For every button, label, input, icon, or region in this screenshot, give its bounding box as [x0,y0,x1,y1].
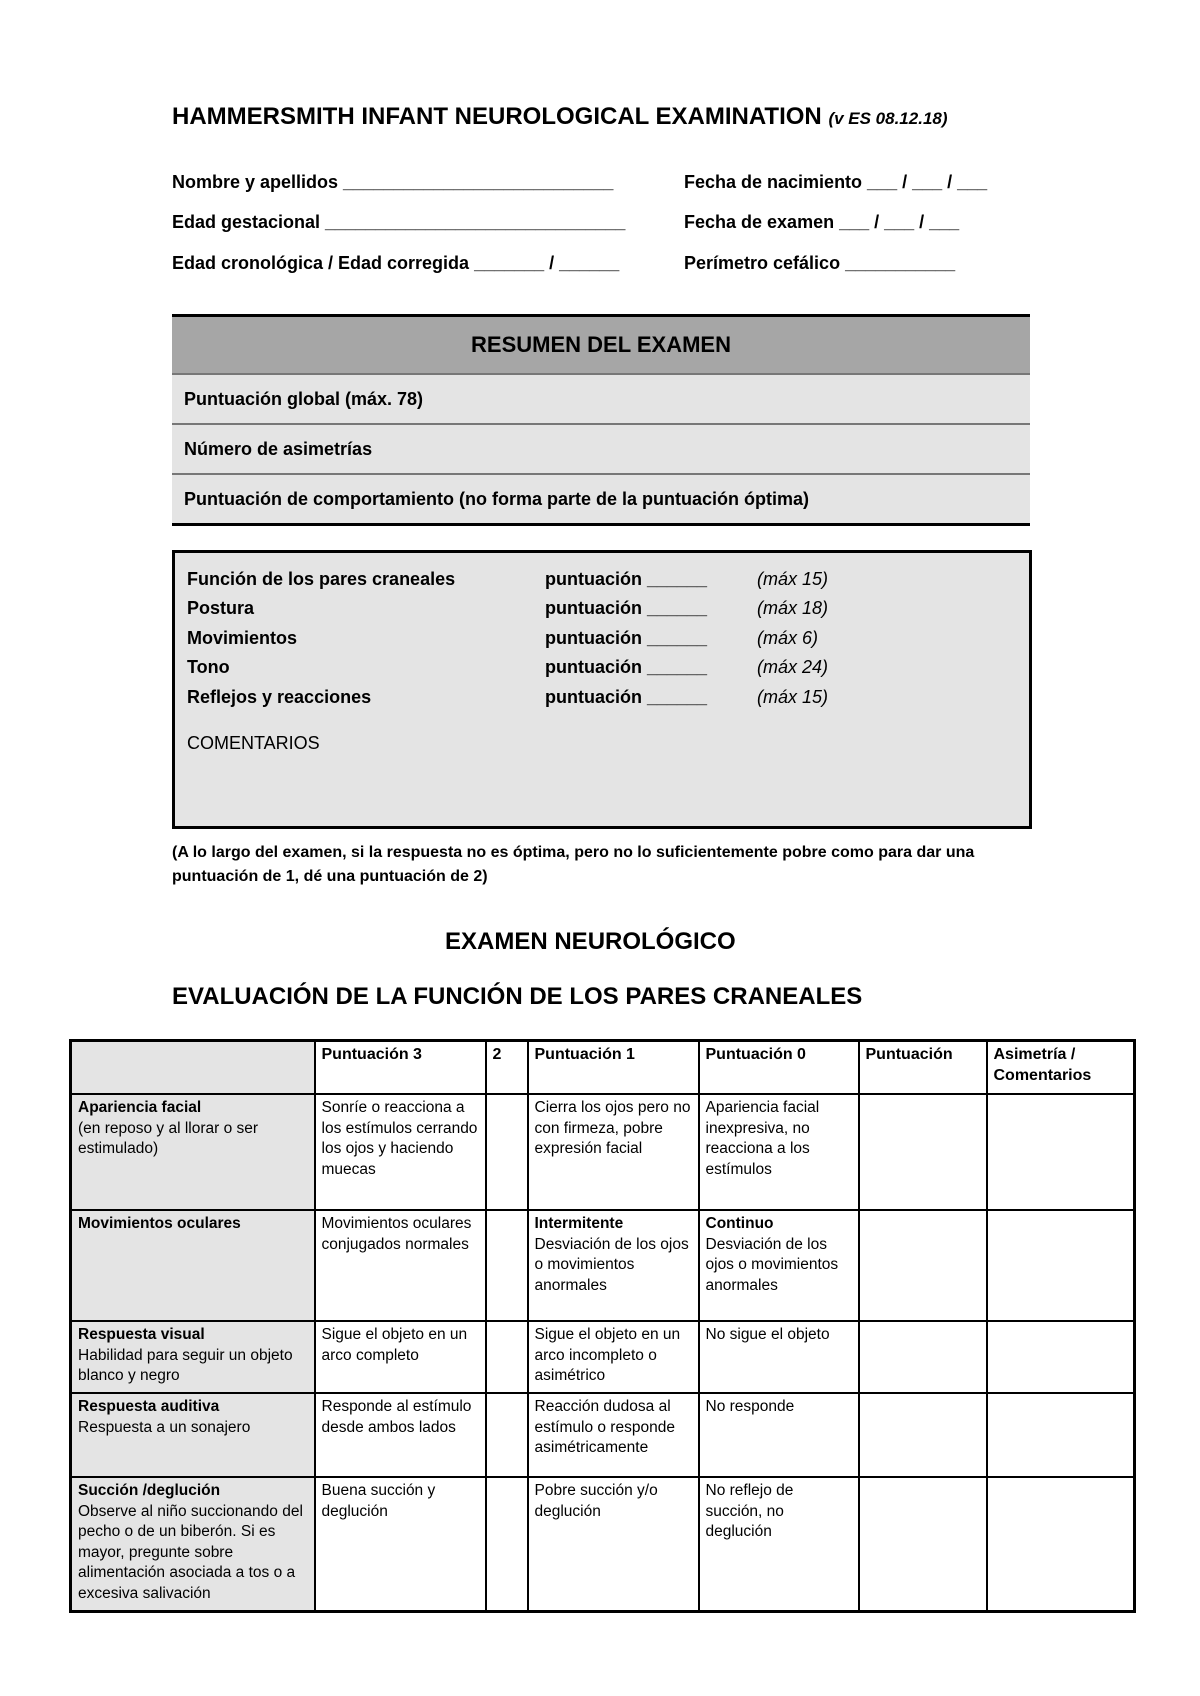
score-0-cell[interactable] [699,1210,859,1321]
score-2-cell[interactable] [486,1094,528,1210]
score-input[interactable]: puntuación ______ [545,657,708,677]
score-name: Tono [187,657,230,677]
score-1-text: Pobre succión y/o deglución [534,1482,658,1520]
row-label: Respuesta auditiva [78,1398,220,1415]
score-name: Reflejos y reacciones [187,687,372,707]
score-1-text: Sigue el objeto en un arco incompleto o asimétrico [534,1326,681,1384]
summary-heading: RESUMEN DEL EXAMEN [172,317,1030,373]
row-sublabel: Respuesta a un sonajero [78,1418,251,1436]
score-0-cell[interactable] [699,1393,859,1477]
subsection-title: EVALUACIÓN DE LA FUNCIÓN DE LOS PARES CRANEALES [172,983,863,1010]
score-entry-cell[interactable] [859,1477,987,1611]
table-header-row [71,1041,1135,1095]
row-sublabel: Habilidad para seguir un objeto blanco y negro [78,1346,293,1384]
score-0-text: Apariencia facial inexpresiva, no reacciona a los estímulos [705,1099,820,1178]
table-row [71,1321,1135,1393]
row-label-cell [71,1094,315,1210]
score-1-text: Cierra los ojos pero no con firmeza, pobre expresión facial [534,1099,691,1157]
score-2-cell[interactable] [486,1321,528,1393]
score-entry-cell[interactable] [859,1393,987,1477]
row-label-cell [71,1210,315,1321]
row-label: Respuesta visual [78,1326,205,1343]
score-3-cell[interactable]: Sigue el objeto en un arco completo [315,1321,486,1393]
score-input[interactable]: puntuación ______ [545,687,708,707]
score-3-cell[interactable]: Responde al estímulo desde ambos lados [315,1393,486,1477]
table-header-cell: Puntuación [859,1041,987,1095]
comments-label: COMENTARIOS [187,733,320,753]
section-title: EXAMEN NEUROLÓGICO [445,928,736,955]
cranial-nerves-table [69,1039,1136,1613]
score-2-cell[interactable] [486,1210,528,1321]
score-2-cell[interactable] [486,1477,528,1611]
table-row [71,1393,1135,1477]
row-label: Succión /deglución [78,1482,221,1499]
row-label: Movimientos oculares [78,1215,241,1232]
title-text: HAMMERSMITH INFANT NEUROLOGICAL EXAMINATION [172,103,822,130]
score-1-cell[interactable] [528,1094,699,1210]
asymmetry-comments-cell[interactable] [987,1477,1135,1611]
asymmetry-comments-cell[interactable] [987,1393,1135,1477]
asymmetry-comments-cell[interactable] [987,1321,1135,1393]
summary-box [172,314,1030,526]
summary-row-asymmetries: Número de asimetrías [172,423,1030,473]
table-header-cell: 2 [486,1041,528,1095]
exam-date-field[interactable]: Fecha de examen ___ / ___ / ___ [684,212,960,232]
gestational-age-field[interactable]: Edad gestacional ______________________________ [172,212,626,232]
score-1-cell[interactable] [528,1321,699,1393]
head-circumference-field[interactable]: Perímetro cefálico ___________ [684,253,956,273]
score-max: (máx 15) [757,687,829,707]
score-3-cell[interactable]: Sonríe o reacciona a los estímulos cerrando los ojos y haciendo muecas [315,1094,486,1210]
score-1-cell[interactable] [528,1393,699,1477]
asymmetry-comments-cell[interactable] [987,1210,1135,1321]
summary-row-global: Puntuación global (máx. 78) [172,373,1030,423]
score-0-qualifier: Continuo [705,1215,774,1232]
score-max: (máx 15) [757,569,829,589]
score-2-cell[interactable] [486,1393,528,1477]
score-input[interactable]: puntuación ______ [545,598,708,618]
table-header-cell: Puntuación 0 [699,1041,859,1095]
score-1-text: Reacción dudosa al estímulo o responde asimétricamente [534,1398,675,1456]
birth-date-field[interactable]: Fecha de nacimiento ___ / ___ / ___ [684,172,988,192]
score-entry-cell[interactable] [859,1210,987,1321]
version-label: (v ES 08.12.18) [828,109,948,128]
table-row [71,1094,1135,1210]
score-1-cell[interactable] [528,1477,699,1611]
score-max: (máx 24) [757,657,829,677]
score-input[interactable]: puntuación ______ [545,628,708,648]
score-name: Función de los pares craneales [187,569,456,589]
age-field[interactable]: Edad cronológica / Edad corregida _______ / ______ [172,253,620,273]
score-0-cell[interactable] [699,1477,859,1611]
table-row [71,1477,1135,1611]
scoring-note: (A lo largo del examen, si la respuesta no es óptima, pero no lo suficientemente pobre como para dar una puntuación de 1, dé una puntuación de 2) [172,844,975,885]
score-1-cell[interactable] [528,1210,699,1321]
score-input[interactable]: puntuación ______ [545,569,708,589]
summary-row-behaviour: Puntuación de comportamiento (no forma parte de la puntuación óptima) [172,473,1030,523]
score-0-text: No sigue el objeto [705,1326,830,1343]
row-label-cell [71,1477,315,1611]
row-label: Apariencia facial [78,1099,202,1116]
table-header-cell: Puntuación 3 [315,1041,486,1095]
name-field[interactable]: Nombre y apellidos ___________________________ [172,172,614,192]
row-sublabel: (en reposo y al llorar o ser estimulado) [78,1119,259,1157]
score-1-text: Desviación de los ojos o movimientos anormales [534,1235,689,1294]
score-entry-cell[interactable] [859,1321,987,1393]
score-0-text: No reflejo de succión, no deglución [705,1482,794,1540]
table-row [71,1210,1135,1321]
row-sublabel: Observe al niño succionando del pecho o de un biberón. Si es mayor, pregunte sobre alimentación asociada a tos o a excesiva salivación [78,1502,303,1602]
score-3-cell[interactable]: Movimientos oculares conjugados normales [315,1210,486,1321]
page-title [172,103,948,131]
table-header-cell: Puntuación 1 [528,1041,699,1095]
score-1-qualifier: Intermitente [534,1215,624,1232]
table-header-cell [71,1041,315,1095]
table-header-cell: Asimetría / Comentarios [987,1041,1135,1095]
score-entry-cell[interactable] [859,1094,987,1210]
score-max: (máx 6) [757,628,819,648]
score-0-text: No responde [705,1398,795,1415]
score-3-cell[interactable]: Buena succión y deglución [315,1477,486,1611]
score-0-text: Desviación de los ojos o movimientos anormales [705,1235,839,1294]
score-0-cell[interactable] [699,1094,859,1210]
row-label-cell [71,1393,315,1477]
score-name: Postura [187,598,255,618]
row-label-cell [71,1321,315,1393]
score-name: Movimientos [187,628,298,648]
asymmetry-comments-cell[interactable] [987,1094,1135,1210]
score-0-cell[interactable] [699,1321,859,1393]
score-max: (máx 18) [757,598,829,618]
scores-box [172,550,1032,829]
